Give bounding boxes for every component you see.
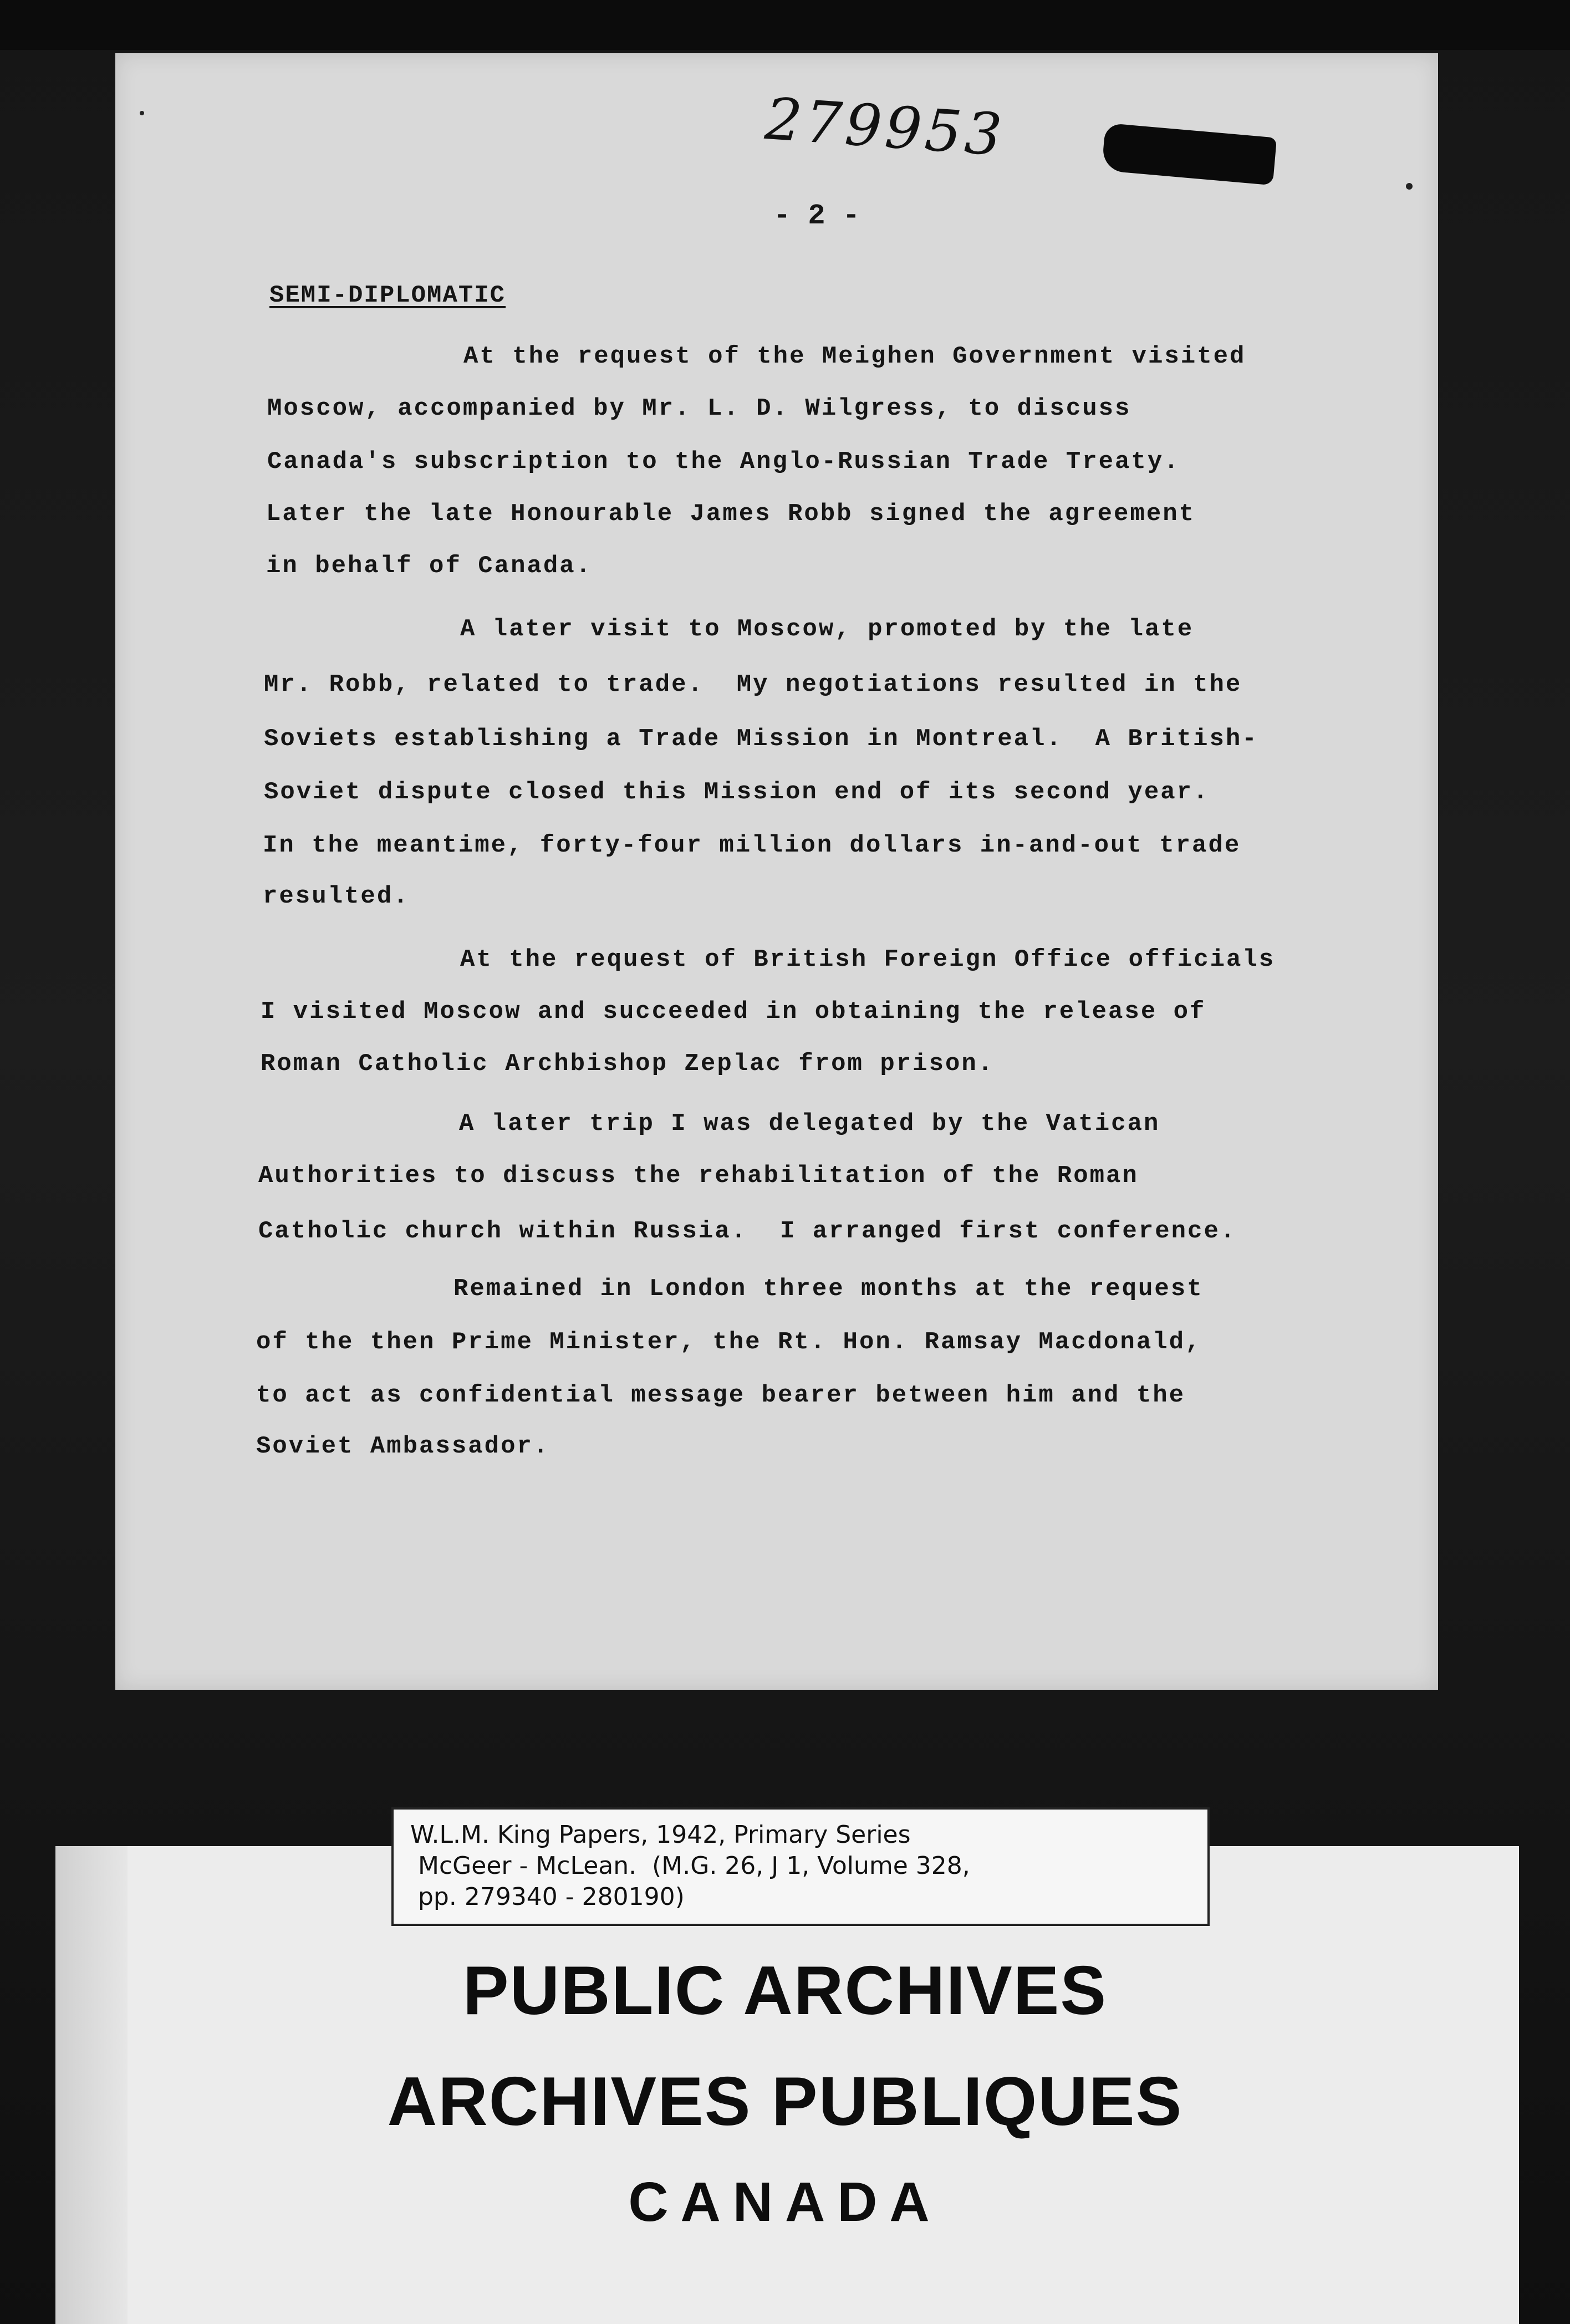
body-line: Soviets establishing a Trade Mission in Montreal. A British-	[264, 725, 1258, 753]
body-line: Remained in London three months at the request	[453, 1275, 1204, 1303]
dust-speck	[1406, 183, 1413, 190]
body-line: of the then Prime Minister, the Rt. Hon. Ramsay Macdonald,	[256, 1328, 1202, 1356]
body-line: At the request of British Foreign Office officials	[460, 946, 1276, 974]
body-line: Roman Catholic Archbishop Zeplac from prison.	[261, 1050, 995, 1078]
scan-top-edge	[0, 0, 1570, 50]
body-line: Moscow, accompanied by Mr. L. D. Wilgress, to discuss	[267, 395, 1131, 422]
body-line: Later the late Honourable James Robb signed the agreement	[266, 500, 1196, 528]
body-line: in behalf of Canada.	[266, 552, 593, 580]
archive-label-line: pp. 279340 - 280190)	[418, 1883, 685, 1911]
archive-title-french: ARCHIVES PUBLIQUES	[387, 2063, 1183, 2140]
archive-label-line: McGeer - McLean. (M.G. 26, J 1, Volume 328,	[418, 1852, 970, 1880]
body-line: In the meantime, forty-four million dollars in-and-out trade	[263, 832, 1241, 859]
archive-label-line: W.L.M. King Papers, 1942, Primary Series	[410, 1821, 911, 1849]
page-number: - 2 -	[773, 200, 860, 232]
body-line: I visited Moscow and succeeded in obtaining the release of	[261, 998, 1206, 1026]
body-line: Mr. Robb, related to trade. My negotiations resulted in the	[264, 671, 1242, 699]
body-line: to act as confidential message bearer between him and the	[256, 1382, 1186, 1409]
body-line: resulted.	[263, 883, 410, 910]
body-line: At the request of the Meighen Government visited	[463, 343, 1246, 370]
body-line: Soviet dispute closed this Mission end of its second year.	[264, 778, 1210, 806]
archive-country: CANADA	[628, 2171, 942, 2233]
body-line: A later trip I was delegated by the Vatican	[459, 1110, 1160, 1138]
handwritten-page-number: 279953	[763, 85, 1007, 169]
body-line: Soviet Ambassador.	[256, 1433, 550, 1460]
body-line: Catholic church within Russia. I arranged first conference.	[258, 1217, 1237, 1245]
body-line: Authorities to discuss the rehabilitation of the Roman	[258, 1162, 1139, 1190]
dust-speck	[140, 111, 144, 115]
section-heading: SEMI-DIPLOMATIC	[269, 282, 506, 309]
body-line: Canada's subscription to the Anglo-Russian Trade Treaty.	[267, 448, 1180, 476]
archive-title-english: PUBLIC ARCHIVES	[462, 1953, 1108, 2029]
body-line: A later visit to Moscow, promoted by the late	[460, 615, 1194, 643]
archive-reference-label	[391, 1807, 1210, 1926]
